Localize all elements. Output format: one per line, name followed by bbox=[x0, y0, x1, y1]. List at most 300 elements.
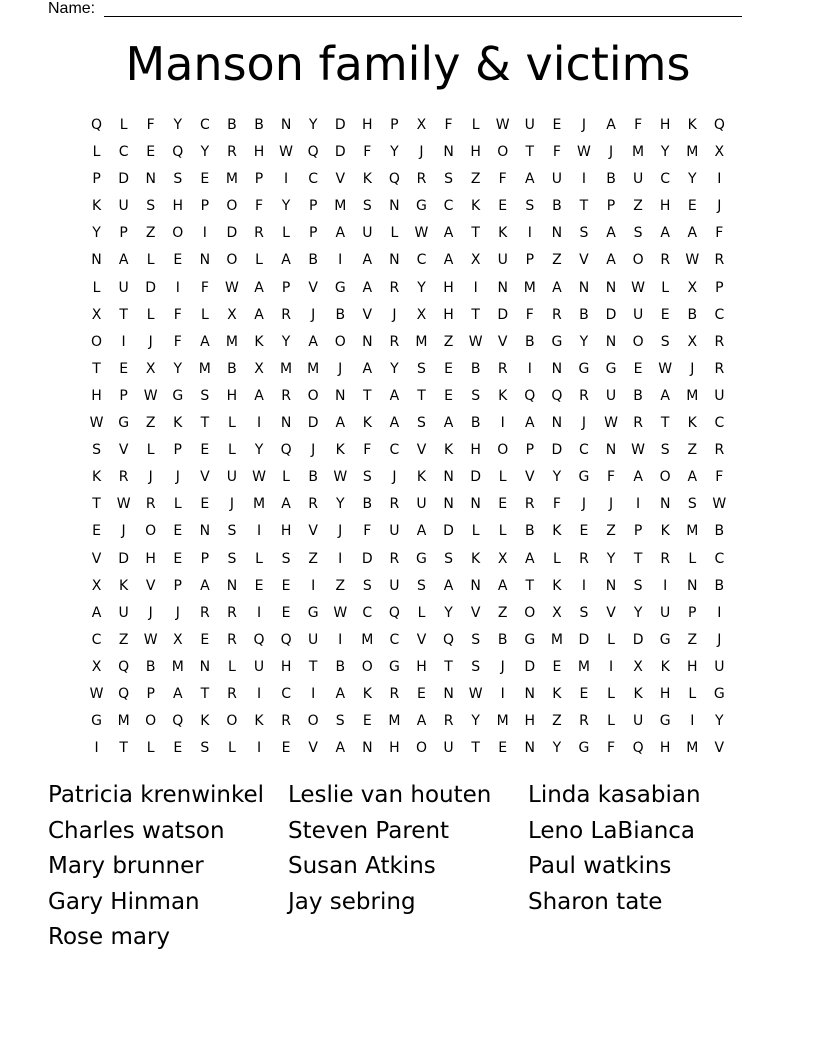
grid-cell: W bbox=[89, 685, 104, 702]
grid-cell: A bbox=[525, 550, 535, 567]
grid-cell: J bbox=[175, 469, 180, 486]
grid-cell: S bbox=[417, 577, 426, 594]
grid-cell: N bbox=[551, 415, 563, 432]
grid-cell: V bbox=[714, 740, 725, 757]
grid-cell: N bbox=[280, 415, 292, 432]
grid-cell: L bbox=[146, 442, 155, 459]
grid-cell: D bbox=[118, 171, 129, 188]
grid-cell: Y bbox=[390, 144, 399, 161]
grid-cell: M bbox=[225, 171, 238, 188]
grid-cell: R bbox=[552, 306, 562, 323]
grid-cell: K bbox=[119, 577, 129, 594]
grid-cell: K bbox=[471, 198, 481, 215]
grid-cell: Y bbox=[173, 117, 183, 133]
grid-cell: B bbox=[633, 387, 643, 404]
grid-cell: A bbox=[443, 577, 454, 594]
grid-cell: E bbox=[281, 740, 291, 757]
grid-cell: A bbox=[416, 523, 427, 540]
grid-cell: N bbox=[578, 279, 590, 296]
grid-cell: A bbox=[335, 740, 346, 757]
grid-cell: X bbox=[91, 658, 102, 675]
grid-cell: M bbox=[686, 144, 699, 161]
grid-cell: J bbox=[229, 496, 234, 513]
grid-cell: L bbox=[146, 306, 155, 323]
grid-cell: X bbox=[687, 333, 698, 350]
grid-cell: R bbox=[199, 604, 210, 621]
word-list bbox=[48, 778, 788, 956]
grid-cell: A bbox=[416, 713, 427, 730]
grid-cell: E bbox=[633, 360, 643, 377]
grid-cell: U bbox=[605, 387, 617, 404]
grid-cell: Q bbox=[172, 713, 184, 730]
grid-cell: V bbox=[525, 469, 535, 486]
grid-cell: L bbox=[255, 550, 263, 567]
grid-cell: Y bbox=[335, 496, 345, 513]
grid-cell: Y bbox=[471, 713, 480, 730]
grid-cell: M bbox=[523, 279, 536, 296]
grid-cell: Y bbox=[633, 604, 643, 621]
grid-cell: W bbox=[658, 360, 673, 377]
grid-cell: Y bbox=[660, 144, 670, 161]
grid-cell: U bbox=[632, 713, 644, 730]
grid-cell: Q bbox=[713, 117, 725, 133]
grid-cell: I bbox=[256, 740, 262, 757]
grid-cell: T bbox=[308, 658, 318, 675]
grid-cell: V bbox=[145, 577, 156, 594]
grid-cell: T bbox=[119, 306, 128, 323]
word-list-item: Leno LaBianca bbox=[528, 817, 696, 844]
grid-cell: Y bbox=[281, 198, 291, 215]
grid-cell: A bbox=[443, 252, 454, 269]
grid-cell: N bbox=[443, 685, 454, 702]
grid-cell: F bbox=[254, 198, 264, 215]
grid-cell: R bbox=[389, 279, 400, 296]
grid-cell: F bbox=[606, 469, 616, 486]
grid-cell: H bbox=[686, 658, 698, 675]
grid-cell: J bbox=[175, 604, 180, 621]
grid-cell: J bbox=[419, 144, 424, 161]
grid-cell: A bbox=[308, 333, 318, 350]
grid-cell: A bbox=[91, 604, 102, 621]
grid-cell: O bbox=[524, 604, 536, 621]
grid-cell: C bbox=[281, 685, 291, 702]
grid-cell: H bbox=[524, 713, 536, 730]
grid-cell: A bbox=[254, 279, 264, 296]
grid-cell: M bbox=[686, 523, 699, 540]
grid-cell: G bbox=[578, 740, 590, 757]
grid-row bbox=[83, 491, 733, 518]
grid-cell: A bbox=[606, 225, 616, 242]
grid-cell: H bbox=[226, 387, 238, 404]
grid-cell: Y bbox=[579, 333, 589, 350]
grid-cell: A bbox=[281, 252, 291, 269]
grid-cell: U bbox=[118, 279, 129, 296]
grid-cell: D bbox=[307, 415, 319, 432]
grid-cell: C bbox=[579, 442, 589, 459]
grid-cell: B bbox=[145, 658, 156, 675]
grid-cell: U bbox=[389, 523, 400, 540]
grid-cell: D bbox=[605, 306, 617, 323]
grid-cell: T bbox=[633, 550, 643, 567]
grid-cell: K bbox=[443, 442, 454, 459]
grid-row bbox=[83, 573, 733, 600]
grid-cell: I bbox=[581, 577, 587, 594]
grid-cell: Q bbox=[280, 631, 292, 648]
grid-cell: F bbox=[715, 469, 724, 486]
grid-cell: N bbox=[443, 469, 454, 486]
word-list-item: Leslie van houten bbox=[288, 782, 492, 808]
grid-cell: A bbox=[633, 469, 643, 486]
grid-cell: V bbox=[308, 279, 318, 296]
grid-cell: K bbox=[362, 685, 372, 702]
grid-row bbox=[83, 220, 733, 247]
grid-cell: E bbox=[92, 523, 101, 540]
word-list-item: Steven Parent bbox=[288, 817, 450, 844]
grid-cell: R bbox=[714, 252, 725, 269]
grid-cell: H bbox=[253, 144, 265, 161]
grid-cell: M bbox=[577, 658, 590, 675]
grid-cell: P bbox=[308, 225, 318, 242]
grid-cell: J bbox=[690, 360, 695, 377]
grid-cell: T bbox=[471, 740, 480, 757]
grid-cell: Z bbox=[443, 333, 454, 350]
grid-cell: R bbox=[389, 685, 400, 702]
grid-cell: H bbox=[172, 198, 184, 215]
grid-cell: W bbox=[495, 117, 510, 133]
grid-cell: Y bbox=[200, 144, 210, 161]
grid-cell: N bbox=[362, 740, 373, 757]
grid-cell: B bbox=[470, 415, 481, 432]
grid-cell: U bbox=[524, 117, 535, 133]
grid-cell: N bbox=[335, 387, 346, 404]
grid-cell: V bbox=[335, 171, 346, 188]
grid-cell: S bbox=[687, 496, 697, 513]
grid-cell: S bbox=[362, 198, 372, 215]
grid-cell: S bbox=[444, 171, 453, 188]
word-list-item: Jay sebring bbox=[288, 888, 416, 915]
grid-cell: X bbox=[714, 144, 725, 161]
grid-cell: D bbox=[443, 523, 454, 540]
grid-cell: M bbox=[280, 360, 293, 377]
grid-cell: H bbox=[91, 387, 102, 404]
grid-cell: V bbox=[470, 604, 481, 621]
grid-cell: O bbox=[334, 333, 346, 350]
grid-cell: L bbox=[688, 550, 697, 567]
grid-cell: U bbox=[389, 577, 400, 594]
grid-cell: W bbox=[414, 225, 429, 242]
grid-cell: S bbox=[471, 658, 481, 675]
grid-cell: M bbox=[361, 631, 374, 648]
grid-cell: S bbox=[471, 631, 481, 648]
grid-cell: R bbox=[579, 713, 589, 730]
grid-cell: I bbox=[581, 171, 587, 188]
grid-cell: G bbox=[551, 333, 563, 350]
word-list-item: Linda kasabian bbox=[528, 782, 701, 808]
grid-cell: K bbox=[687, 415, 697, 432]
grid-cell: S bbox=[92, 442, 101, 459]
grid-cell: G bbox=[713, 685, 725, 702]
grid-row bbox=[83, 302, 733, 329]
grid-cell: K bbox=[416, 469, 427, 486]
grid-cell: O bbox=[307, 387, 319, 404]
grid-cell: R bbox=[308, 496, 319, 513]
grid-cell: D bbox=[551, 442, 563, 459]
grid-cell: Z bbox=[497, 604, 508, 621]
grid-cell: J bbox=[608, 144, 614, 161]
grid-cell: E bbox=[498, 496, 508, 513]
grid-cell: Z bbox=[470, 171, 481, 188]
grid-cell: V bbox=[200, 469, 210, 486]
grid-cell: T bbox=[417, 387, 426, 404]
grid-cell: D bbox=[334, 117, 346, 133]
word-list-item: Sharon tate bbox=[528, 888, 663, 915]
grid-cell: E bbox=[254, 577, 264, 594]
grid-cell: Z bbox=[552, 713, 562, 730]
grid-cell: M bbox=[171, 658, 184, 675]
grid-cell: O bbox=[659, 469, 671, 486]
grid-cell: B bbox=[524, 333, 535, 350]
grid-cell: W bbox=[143, 387, 158, 404]
grid-cell: E bbox=[498, 740, 508, 757]
grid-cell: R bbox=[254, 225, 264, 242]
grid-cell: J bbox=[311, 306, 316, 323]
name-field bbox=[48, 0, 748, 18]
grid-cell: G bbox=[91, 713, 102, 730]
grid-cell: F bbox=[634, 117, 643, 133]
grid-cell: H bbox=[280, 658, 292, 675]
grid-cell: V bbox=[606, 604, 616, 621]
grid-cell: E bbox=[281, 577, 291, 594]
grid-cell: D bbox=[361, 550, 373, 567]
grid-cell: S bbox=[417, 415, 426, 432]
grid-cell: C bbox=[416, 252, 427, 269]
grid-cell: O bbox=[91, 333, 103, 350]
grid-cell: E bbox=[417, 685, 426, 702]
grid-cell: H bbox=[280, 523, 292, 540]
grid-cell: M bbox=[388, 713, 401, 730]
grid-cell: N bbox=[280, 117, 292, 133]
name-underline bbox=[104, 16, 742, 17]
grid-row bbox=[83, 681, 733, 708]
grid-cell: G bbox=[118, 415, 130, 432]
grid-cell: N bbox=[470, 496, 481, 513]
grid-cell: L bbox=[200, 306, 209, 323]
grid-cell: I bbox=[284, 171, 289, 188]
grid-cell: X bbox=[470, 252, 481, 269]
grid-cell: D bbox=[632, 631, 644, 648]
grid-row bbox=[83, 708, 733, 735]
grid-cell: C bbox=[91, 631, 102, 648]
grid-cell: F bbox=[498, 171, 507, 188]
grid-cell: E bbox=[444, 360, 453, 377]
grid-cell: K bbox=[633, 685, 643, 702]
grid-cell: P bbox=[606, 198, 616, 215]
grid-cell: G bbox=[578, 360, 590, 377]
grid-cell: S bbox=[525, 198, 535, 215]
grid-cell: K bbox=[660, 658, 670, 675]
grid-cell: K bbox=[335, 442, 345, 459]
grid-cell: E bbox=[200, 631, 210, 648]
grid-cell: X bbox=[91, 306, 102, 323]
grid-row bbox=[83, 518, 733, 545]
grid-cell: L bbox=[255, 252, 263, 269]
word-list-item: Patricia krenwinkel bbox=[48, 782, 265, 808]
grid-cell: Z bbox=[308, 550, 318, 567]
grid-cell: A bbox=[362, 360, 373, 377]
grid-cell: E bbox=[552, 117, 562, 133]
grid-cell: R bbox=[389, 496, 400, 513]
grid-cell: F bbox=[552, 144, 561, 161]
grid-cell: C bbox=[308, 171, 319, 188]
grid-cell: A bbox=[443, 225, 454, 242]
grid-cell: T bbox=[200, 415, 210, 432]
grid-cell: C bbox=[714, 306, 725, 323]
grid-cell: B bbox=[470, 360, 481, 377]
grid-cell: Z bbox=[552, 252, 562, 269]
grid-cell: G bbox=[307, 604, 319, 621]
grid-cell: A bbox=[362, 279, 373, 296]
grid-cell: R bbox=[579, 387, 589, 404]
word-list-item: Susan Atkins bbox=[288, 853, 436, 879]
grid-cell: R bbox=[579, 550, 589, 567]
grid-cell: J bbox=[581, 415, 587, 432]
grid-cell: N bbox=[605, 279, 617, 296]
grid-cell: J bbox=[608, 496, 614, 513]
grid-cell: I bbox=[256, 685, 262, 702]
grid-cell: T bbox=[471, 306, 480, 323]
grid-cell: Z bbox=[687, 442, 698, 459]
grid-cell: N bbox=[199, 252, 211, 269]
grid-cell: A bbox=[389, 387, 400, 404]
word-list-item: Gary Hinman bbox=[48, 888, 200, 915]
grid-cell: X bbox=[416, 306, 427, 323]
grid-cell: S bbox=[362, 469, 372, 486]
grid-cell: W bbox=[631, 279, 646, 296]
grid-cell: V bbox=[497, 333, 508, 350]
grid-cell: N bbox=[199, 658, 211, 675]
grid-cell: Y bbox=[687, 171, 697, 188]
word-list-item: Charles watson bbox=[48, 817, 225, 844]
grid-cell: O bbox=[632, 333, 644, 350]
grid-cell: C bbox=[199, 117, 210, 133]
grid-cell: P bbox=[633, 523, 643, 540]
grid-row bbox=[83, 410, 733, 437]
grid-cell: E bbox=[200, 496, 210, 513]
grid-cell: Y bbox=[552, 469, 562, 486]
grid-cell: L bbox=[119, 117, 128, 133]
grid-cell: F bbox=[525, 306, 534, 323]
grid-cell: R bbox=[714, 442, 725, 459]
grid-cell: A bbox=[687, 469, 698, 486]
grid-cell: N bbox=[389, 198, 400, 215]
grid-row bbox=[83, 356, 733, 383]
grid-cell: Z bbox=[118, 631, 129, 648]
grid-cell: G bbox=[659, 631, 671, 648]
grid-cell: W bbox=[225, 279, 239, 296]
grid-cell: J bbox=[500, 658, 505, 675]
grid-cell: B bbox=[227, 117, 237, 133]
grid-cell: S bbox=[362, 577, 372, 594]
grid-cell: F bbox=[363, 442, 372, 459]
grid-row bbox=[83, 193, 733, 220]
grid-cell: O bbox=[497, 144, 509, 161]
grid-cell: I bbox=[473, 279, 478, 296]
grid-cell: R bbox=[660, 252, 671, 269]
grid-cell: I bbox=[527, 360, 532, 377]
grid-cell: N bbox=[470, 577, 481, 594]
grid-cell: Z bbox=[606, 523, 616, 540]
grid-cell: C bbox=[389, 442, 400, 459]
grid-cell: L bbox=[607, 631, 615, 648]
grid-cell: H bbox=[416, 658, 427, 675]
grid-cell: L bbox=[607, 685, 615, 702]
grid-cell: E bbox=[552, 658, 562, 675]
grid-cell: V bbox=[91, 550, 102, 567]
grid-cell: U bbox=[551, 171, 562, 188]
grid-cell: Q bbox=[632, 740, 644, 757]
grid-cell: I bbox=[202, 225, 207, 242]
grid-cell: B bbox=[714, 577, 725, 594]
grid-cell: Q bbox=[388, 171, 400, 188]
grid-cell: V bbox=[308, 523, 318, 540]
grid-cell: M bbox=[686, 387, 699, 404]
grid-cell: L bbox=[498, 523, 507, 540]
grid-cell: N bbox=[605, 577, 617, 594]
grid-cell: L bbox=[471, 523, 480, 540]
grid-cell: Q bbox=[118, 685, 130, 702]
grid-cell: D bbox=[524, 658, 536, 675]
grid-cell: D bbox=[118, 550, 129, 567]
grid-cell: I bbox=[717, 171, 722, 188]
grid-cell: T bbox=[92, 360, 101, 377]
grid-cell: U bbox=[416, 496, 427, 513]
grid-cell: S bbox=[579, 225, 589, 242]
grid-cell: H bbox=[470, 442, 481, 459]
grid-cell: V bbox=[308, 740, 318, 757]
grid-cell: V bbox=[362, 306, 373, 323]
grid-cell: I bbox=[636, 496, 641, 513]
grid-cell: F bbox=[715, 225, 724, 242]
grid-cell: E bbox=[660, 306, 670, 323]
grid-cell: M bbox=[686, 740, 699, 757]
grid-cell: P bbox=[281, 279, 291, 296]
grid-cell: I bbox=[256, 415, 262, 432]
grid-cell: O bbox=[361, 658, 373, 675]
grid-cell: Q bbox=[91, 117, 103, 133]
grid-cell: H bbox=[659, 740, 671, 757]
grid-cell: J bbox=[148, 604, 153, 621]
grid-cell: L bbox=[471, 117, 480, 133]
grid-cell: G bbox=[659, 713, 671, 730]
grid-cell: S bbox=[200, 387, 210, 404]
grid-cell: Y bbox=[254, 442, 264, 459]
grid-cell: Y bbox=[444, 604, 453, 621]
grid-cell: E bbox=[146, 144, 156, 161]
grid-cell: A bbox=[172, 685, 183, 702]
grid-cell: S bbox=[579, 604, 589, 621]
grid-cell: I bbox=[338, 631, 343, 648]
grid-cell: A bbox=[497, 577, 508, 594]
grid-cell: I bbox=[500, 685, 505, 702]
grid-cell: J bbox=[148, 469, 153, 486]
grid-cell: L bbox=[146, 252, 155, 269]
grid-cell: W bbox=[685, 252, 700, 269]
grid-cell: L bbox=[282, 469, 290, 486]
grid-cell: M bbox=[252, 496, 266, 513]
grid-cell: U bbox=[253, 658, 265, 675]
grid-cell: P bbox=[146, 685, 155, 702]
grid-cell: B bbox=[606, 171, 616, 188]
